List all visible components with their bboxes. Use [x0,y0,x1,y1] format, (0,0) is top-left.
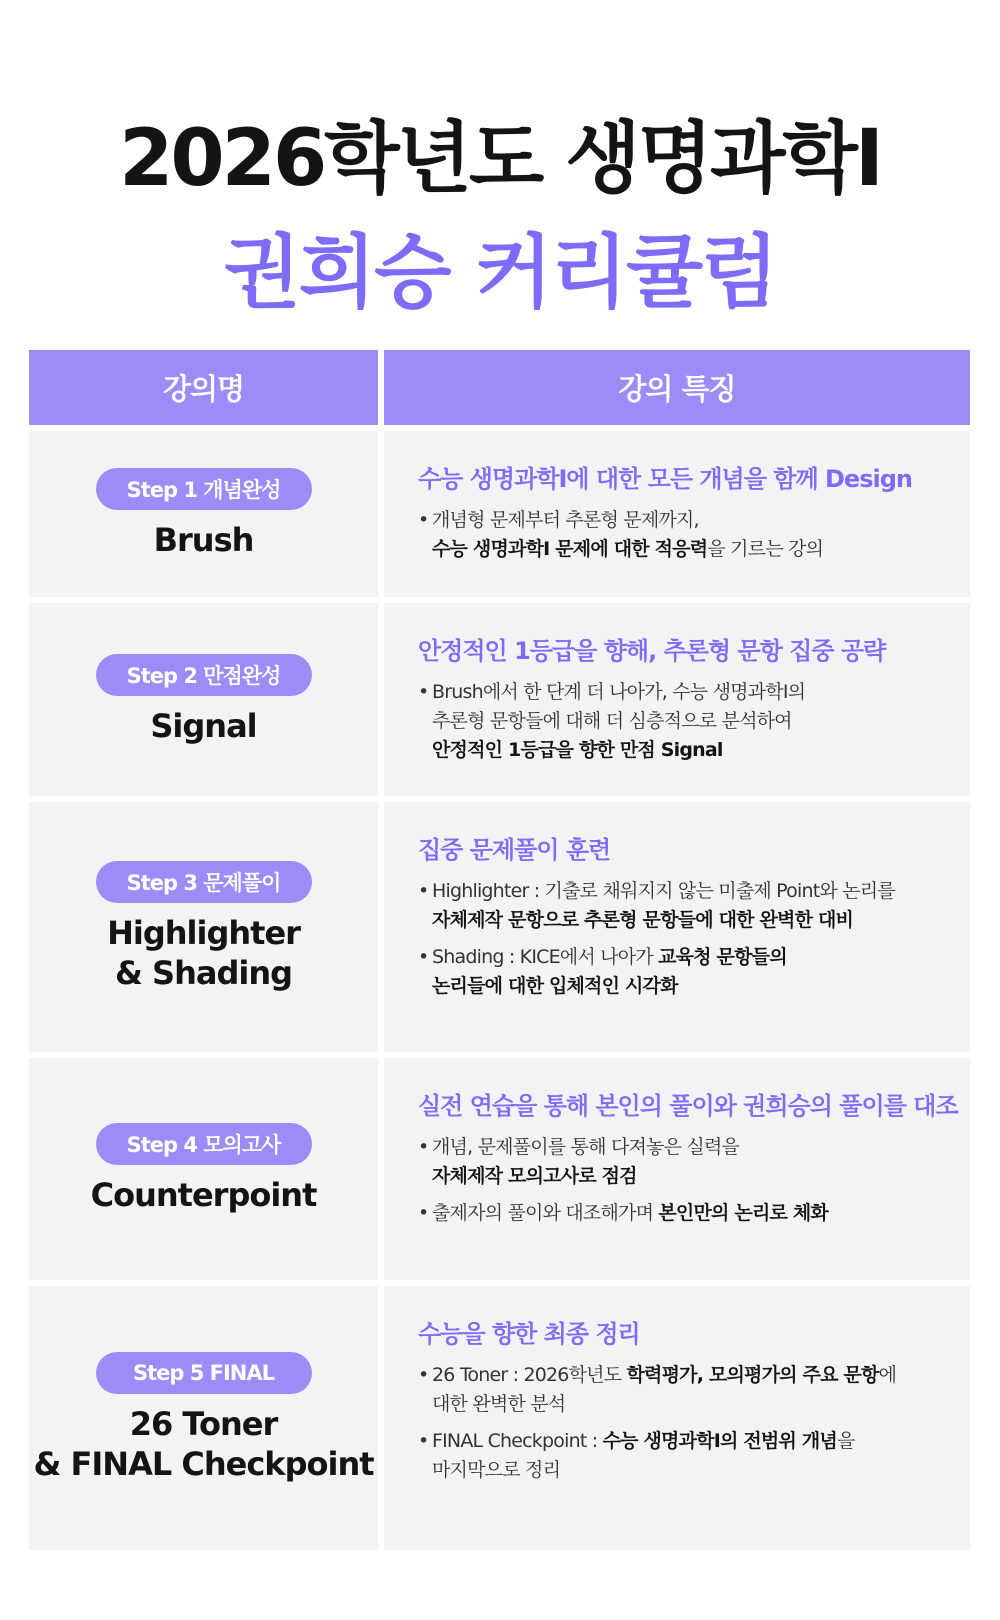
bullet-text: 26 Toner : 2026학년도 [432,1364,627,1386]
course-name-line: 26 Toner [129,1405,278,1443]
bullet-text: 을 기르는 강의 [707,538,824,560]
step-badge: Step 5 FINAL [96,1352,312,1394]
step-badge: Step 4 모의고사 [96,1123,312,1165]
course-name-line: & Shading [114,954,293,992]
table-row [29,1058,970,1280]
feature-cell [384,1058,970,1280]
bullet-text-bold: 교육청 문항들의 [658,946,787,968]
feature-bullet [418,1427,970,1485]
course-cell [29,603,378,796]
bullet-text-bold: 논리들에 대한 입체적인 시각화 [432,975,678,997]
bullet-text: 개념, 문제풀이를 통해 다져놓은 실력을 [432,1136,740,1158]
course-name-line: Highlighter [107,914,300,952]
header-course-features: 강의 특징 [384,350,970,425]
feature-bullet [418,877,970,935]
feature-cell [384,1286,970,1550]
bullet-line [432,1199,970,1228]
bullet-text: 추론형 문항들에 대해 더 심층적으로 분석하여 [432,710,792,732]
course-name [150,706,256,746]
bullet-line [432,707,970,736]
bullet-text: Shading : KICE에서 나아가 [432,946,659,968]
table-body [29,431,970,1550]
course-name [107,913,300,993]
bullet-line [432,535,970,564]
course-name-line: Signal [150,706,257,745]
bullet-line [432,1361,970,1390]
header-course-name: 강의명 [29,350,378,425]
table-row [29,802,970,1052]
page-title: 2026학년도 생명과학I [119,114,881,204]
bullet-text: 을 [836,1430,855,1452]
bullet-line [432,1390,970,1419]
bullet-text: FINAL Checkpoint : [432,1430,603,1452]
feature-bullet [418,943,970,1001]
table-row [29,431,970,597]
course-name [91,1175,317,1215]
feature-bullet [418,1361,970,1419]
bullet-line [432,877,970,906]
step-badge: Step 3 문제풀이 [96,861,312,903]
bullet-text-bold: 자체제작 모의고사로 점검 [432,1165,637,1187]
table-header [29,350,970,425]
course-name [154,520,254,560]
bullet-text-bold: 학력평가, 모의평가의 주요 문항 [626,1364,879,1386]
bullet-line [432,1427,970,1456]
bullet-text: 마지막으로 정리 [432,1459,561,1481]
bullet-text: Brush에서 한 단계 더 나아가, 수능 생명과학I의 [432,681,806,703]
bullet-text-bold: 수능 생명과학I의 전범위 개념 [602,1430,837,1452]
feature-cell [384,603,970,796]
bullet-text: 대한 완벽한 분석 [432,1393,566,1415]
curriculum-table [29,350,970,1550]
bullet-text-bold: 안정적인 1등급을 향한 만점 Signal [432,739,723,761]
feature-title: 실전 연습을 통해 본인의 풀이와 권희승의 풀이를 대조 [418,1092,958,1120]
feature-title: 수능 생명과학I에 대한 모든 개념을 함께 Design [418,465,912,493]
bullet-line [432,506,970,535]
feature-cell [384,431,970,597]
table-row [29,1286,970,1550]
feature-title: 안정적인 1등급을 향해, 추론형 문항 집중 공략 [418,637,886,665]
bullet-line [432,1456,970,1485]
bullet-line [432,736,970,765]
feature-bullet [418,1133,970,1191]
step-badge: Step 2 만점완성 [96,654,312,696]
course-name [33,1404,373,1484]
bullet-text: 출제자의 풀이와 대조해가며 [432,1202,659,1224]
bullet-line [432,906,970,935]
course-name-line: Counterpoint [90,1176,317,1214]
course-cell [29,802,378,1052]
bullet-line [432,972,970,1001]
feature-bullet [418,678,970,765]
bullet-text-bold: 자체제작 문항으로 추론형 문항들에 대한 완벽한 대비 [432,909,854,931]
feature-bullet [418,506,970,564]
course-name-line: Brush [153,521,254,559]
bullet-line [432,1162,970,1191]
bullet-text: Highlighter : 기출로 채워지지 않는 미출제 Point와 논리를 [432,880,895,902]
table-row [29,603,970,796]
step-badge: Step 1 개념완성 [96,468,312,510]
feature-bullet [418,1199,970,1228]
feature-cell [384,802,970,1052]
bullet-text: 개념형 문제부터 추론형 문제까지, [432,509,699,531]
course-cell [29,1058,378,1280]
bullet-text-bold: 본인만의 논리로 체화 [658,1202,828,1224]
feature-title: 집중 문제풀이 훈련 [418,836,611,864]
feature-title: 수능을 향한 최종 정리 [418,1320,640,1348]
bullet-text: 에 [878,1364,897,1386]
bullet-text-bold: 수능 생명과학I 문제에 대한 적응력 [432,538,708,560]
course-name-line: & FINAL Checkpoint [33,1445,374,1483]
course-cell [29,431,378,597]
page-subtitle: 권희승 커리큘럼 [223,226,777,319]
bullet-line [432,943,970,972]
course-cell [29,1286,378,1550]
bullet-line [432,1133,970,1162]
bullet-line [432,678,970,707]
